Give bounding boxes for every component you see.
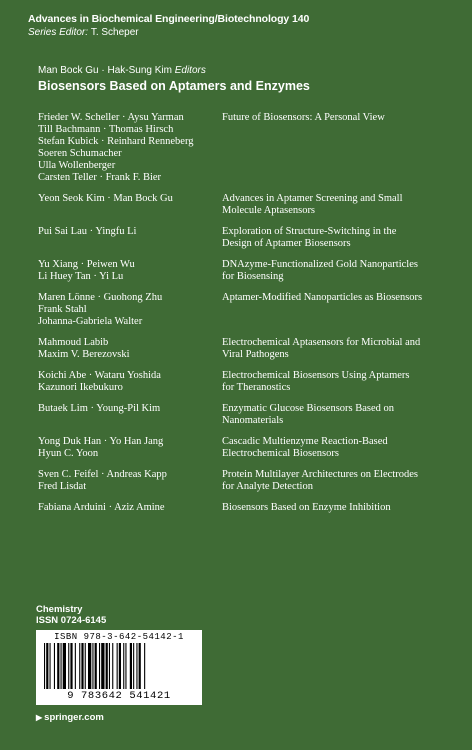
issn-label: ISSN 0724-6145 — [36, 615, 107, 626]
toc-chapter-title — [222, 112, 444, 184]
toc-chapter-title — [222, 193, 444, 217]
author-line: Mahmoud Labib — [38, 337, 109, 348]
chapter-line: Enzymatic Glucose Biosensors Based on — [222, 403, 395, 414]
author-line: Pui Sai Lau · Yingfu Li — [38, 226, 137, 237]
chapter-line: DNAzyme-Functionalized Gold Nanoparticles — [222, 259, 418, 270]
isbn-barcode — [36, 630, 202, 705]
subject-label: Chemistry — [36, 604, 83, 615]
publisher-url: springer.com — [44, 712, 104, 723]
author-line: Carsten Teller · Frank F. Bier — [38, 172, 162, 183]
chapter-line: for Analyte Detection — [222, 481, 313, 492]
publisher-link[interactable] — [36, 712, 104, 723]
toc-authors — [38, 193, 222, 217]
author-line: Till Bachmann · Thomas Hirsch — [38, 124, 174, 135]
toc-chapter-title — [222, 292, 444, 328]
chapter-line: Future of Biosensors: A Personal View — [222, 112, 385, 123]
toc-chapter-title — [222, 469, 444, 493]
chapter-line: Nanomaterials — [222, 415, 284, 426]
toc-chapter-title — [222, 502, 444, 514]
chapter-line: Electrochemical Aptasensors for Microbial and — [222, 337, 421, 348]
toc-chapter-title — [222, 337, 444, 361]
chapter-line: Aptamer-Modified Nanoparticles as Biosensors — [222, 292, 423, 303]
series-title: Advances in Biochemical Engineering/Biotechnology 140 — [28, 13, 310, 25]
author-line: Fred Lisdat — [38, 481, 87, 492]
toc-authors — [38, 469, 222, 493]
chapter-line: for Biosensing — [222, 271, 284, 282]
book-title: Biosensors Based on Aptamers and Enzymes — [38, 79, 310, 93]
author-line: Soeren Schumacher — [38, 148, 122, 159]
series-header — [28, 12, 458, 40]
toc-authors — [38, 226, 222, 250]
toc-entry — [38, 403, 458, 427]
toc-entry — [38, 469, 458, 493]
toc-authors — [38, 403, 222, 427]
chapter-line: Design of Aptamer Biosensors — [222, 238, 351, 249]
toc-chapter-title — [222, 226, 444, 250]
toc-authors — [38, 370, 222, 394]
footer-info — [36, 604, 106, 626]
barcode-bars — [42, 643, 196, 689]
toc-authors — [38, 502, 222, 514]
toc-authors — [38, 337, 222, 361]
chapter-line: Protein Multilayer Architectures on Electrodes — [222, 469, 418, 480]
author-line: Frank Stahl — [38, 304, 87, 315]
toc-entry — [38, 226, 458, 250]
chapter-line: Cascadic Multienzyme Reaction-Based — [222, 436, 388, 447]
series-editor — [28, 26, 458, 40]
chapter-line: Electrochemical Biosensors — [222, 448, 339, 459]
series-editor-name: T. Scheper — [90, 27, 139, 38]
chapter-line: Molecule Aptasensors — [222, 205, 316, 216]
author-line: Stefan Kubick · Reinhard Renneberg — [38, 136, 194, 147]
chapter-line: for Theranostics — [222, 382, 291, 393]
author-line: Maxim V. Berezovski — [38, 349, 130, 360]
author-line: Koichi Abe · Wataru Yoshida — [38, 370, 161, 381]
chapter-line: Viral Pathogens — [222, 349, 289, 360]
isbn-text: ISBN 978-3-642-54142-1 — [54, 632, 184, 642]
author-line: Yeon Seok Kim · Man Bock Gu — [38, 193, 173, 204]
toc-entry — [38, 436, 458, 460]
toc-authors — [38, 112, 222, 184]
book-editors — [38, 64, 206, 78]
series-editor-label: Series Editor: — [28, 27, 89, 38]
author-line: Yong Duk Han · Yo Han Jang — [38, 436, 164, 447]
toc-chapter-title — [222, 370, 444, 394]
table-of-contents — [38, 112, 458, 523]
toc-chapter-title — [222, 259, 444, 283]
author-line: Kazunori Ikebukuro — [38, 382, 123, 393]
toc-authors — [38, 292, 222, 328]
author-line: Ulla Wollenberger — [38, 160, 116, 171]
author-line: Butaek Lim · Young-Pil Kim — [38, 403, 161, 414]
arrow-right-icon: ▶ — [36, 713, 43, 722]
chapter-line: Advances in Aptamer Screening and Small — [222, 193, 403, 204]
toc-authors — [38, 259, 222, 283]
toc-chapter-title — [222, 403, 444, 427]
toc-chapter-title — [222, 436, 444, 460]
author-line: Maren Lönne · Guohong Zhu — [38, 292, 163, 303]
toc-entry — [38, 370, 458, 394]
author-line: Li Huey Tan · Yi Lu — [38, 271, 124, 282]
barcode-digits: 9 783642 541421 — [67, 690, 171, 702]
toc-authors — [38, 436, 222, 460]
author-line: Sven C. Feifel · Andreas Kapp — [38, 469, 167, 480]
chapter-line: Electrochemical Biosensors Using Aptamers — [222, 370, 410, 381]
editor-role: Editors — [174, 65, 206, 76]
toc-entry — [38, 259, 458, 283]
toc-entry — [38, 112, 458, 184]
toc-entry — [38, 337, 458, 361]
author-line: Johanna-Gabriela Walter — [38, 316, 143, 327]
chapter-line: Exploration of Structure-Switching in the — [222, 226, 397, 237]
editor-names: Man Bock Gu · Hak-Sung Kim — [38, 65, 172, 76]
author-line: Fabiana Arduini · Aziz Amine — [38, 502, 165, 513]
author-line: Frieder W. Scheller · Aysu Yarman — [38, 112, 184, 123]
author-line: Hyun C. Yoon — [38, 448, 99, 459]
toc-entry — [38, 502, 458, 514]
toc-entry — [38, 292, 458, 328]
author-line: Yu Xiang · Peiwen Wu — [38, 259, 135, 270]
chapter-line: Biosensors Based on Enzyme Inhibition — [222, 502, 391, 513]
toc-entry — [38, 193, 458, 217]
